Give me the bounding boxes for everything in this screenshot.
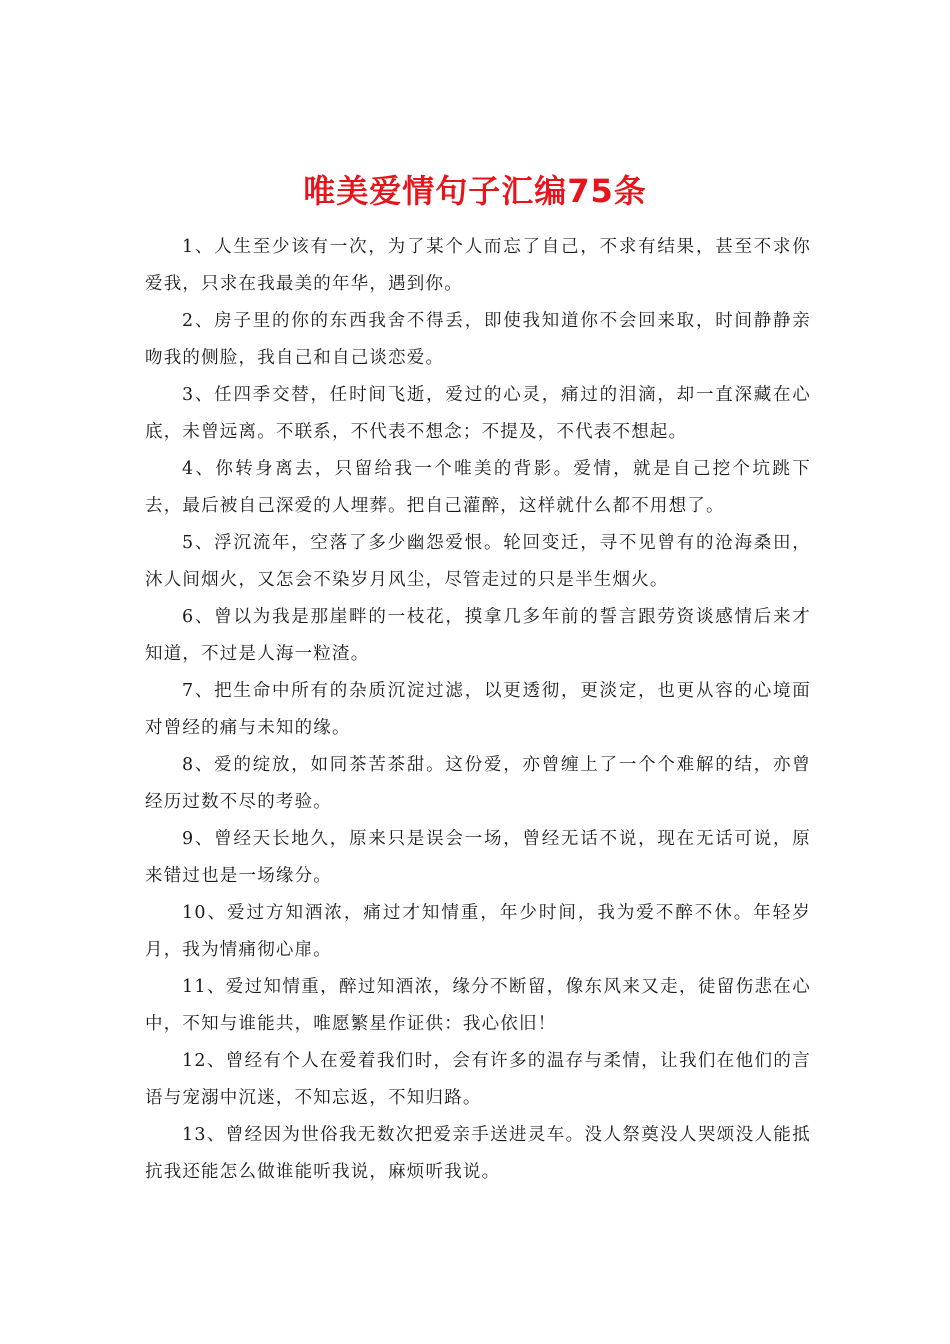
list-item: 1、人生至少该有一次，为了某个人而忘了自己，不求有结果，甚至不求你爱我，只求在我最美的年华，遇到你。: [145, 237, 811, 294]
list-item: 12、曾经有个人在爱着我们时，会有许多的温存与柔情，让我们在他们的言语与宠溺中沉迷，不知忘返，不知归路。: [145, 1051, 811, 1108]
list-item: 9、曾经天长地久，原来只是误会一场，曾经无话不说，现在无话可说，原来错过也是一场缘分。: [145, 829, 811, 886]
list-item: 2、房子里的你的东西我舍不得丢，即使我知道你不会回来取，时间静静亲吻我的侧脸，我自己和自己谈恋爱。: [145, 311, 811, 368]
list-item: 6、曾以为我是那崖畔的一枝花，摸拿几多年前的誓言跟劳资谈感情后来才知道，不过是人海一粒渣。: [145, 607, 811, 664]
entry-list: [145, 229, 811, 1191]
list-item: 3、任四季交替，任时间飞逝，爱过的心灵，痛过的泪滴，却一直深藏在心底，未曾远离。不联系，不代表不想念；不提及，不代表不想起。: [145, 385, 811, 442]
list-item: 13、曾经因为世俗我无数次把爱亲手送进灵车。没人祭奠没人哭颂没人能抵抗我还能怎么做谁能听我说，麻烦听我说。: [145, 1125, 811, 1182]
list-item: 4、你转身离去，只留给我一个唯美的背影。爱情，就是自己挖个坑跳下去，最后被自己深爱的人埋葬。把自己灌醉，这样就什么都不用想了。: [145, 459, 811, 516]
list-item: 8、爱的绽放，如同茶苦茶甜。这份爱，亦曾缠上了一个个难解的结，亦曾经历过数不尽的考验。: [145, 755, 811, 812]
page-title: 唯美爱情句子汇编75条: [303, 172, 647, 211]
list-item: 7、把生命中所有的杂质沉淀过滤，以更透彻，更淡定，也更从容的心境面对曾经的痛与未知的缘。: [145, 681, 811, 738]
list-item: 5、浮沉流年，空落了多少幽怨爱恨。轮回变迁，寻不见曾有的沧海桑田，沐人间烟火，又怎会不染岁月风尘，尽管走过的只是半生烟火。: [145, 533, 811, 590]
list-item: 11、爱过知情重，醉过知酒浓，缘分不断留，像东风来又走，徒留伤悲在心中，不知与谁能共，唯愿繁星作证供：我心依旧！: [145, 977, 811, 1034]
list-item: 10、爱过方知酒浓，痛过才知情重，年少时间，我为爱不醉不休。年轻岁月，我为情痛彻心扉。: [145, 903, 811, 960]
